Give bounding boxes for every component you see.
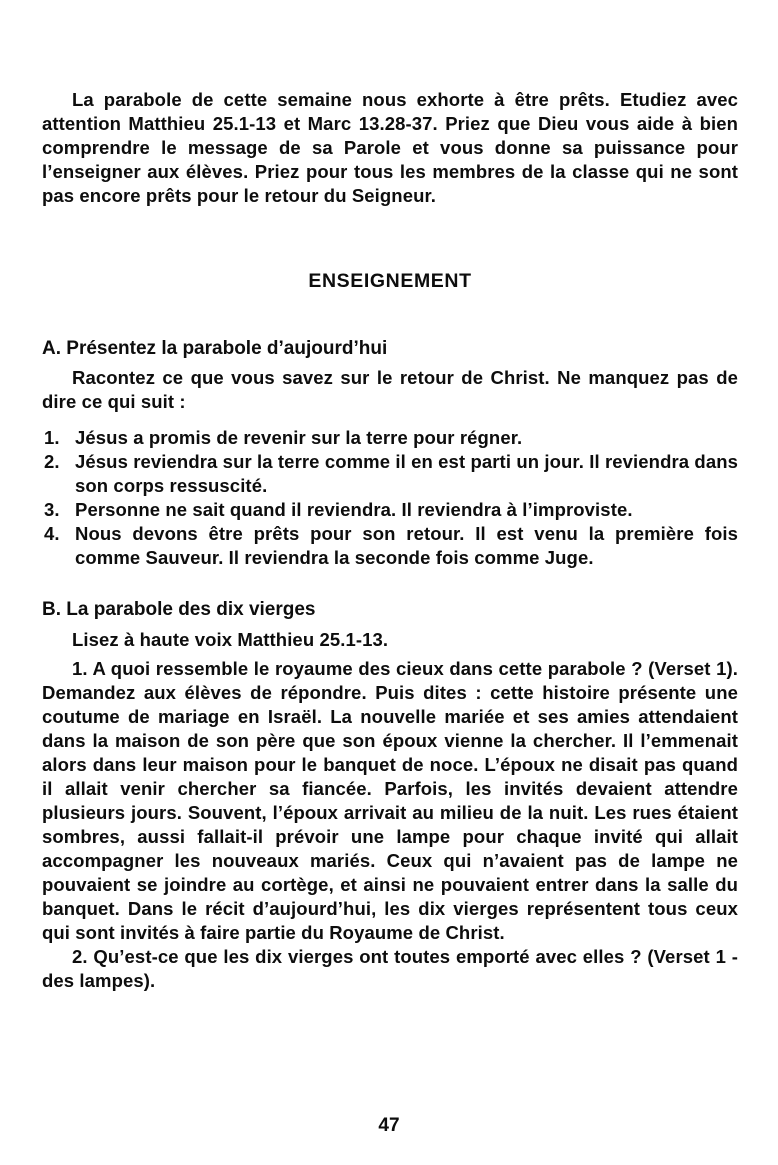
intro-paragraph: La parabole de cette semaine nous exhorte à être prêts. Etudiez avec attention Matthieu 25.1-13 et Marc 13.28-37. Priez que Dieu vous aide à bien comprendre le message de sa Parole et vous donne sa puissance pour l’enseigner aux élèves. Priez pour tous les membres de la classe qui ne sont pas encore prêts pour le retour du Seigneur. — [42, 89, 738, 206]
section-a-intro-paragraph: Racontez ce que vous savez sur le retour de Christ. Ne manquez pas de dire ce qui suit : — [42, 367, 738, 412]
section-b-question1-paragraph: 1. A quoi ressemble le royaume des cieux dans cette parabole ? (Verset 1). Demandez aux élèves de répondre. Puis dites : cette histoire présente une coutume de mariage en Israël. La nouvelle mariée et ses amies attendaient dans la maison de son père que son époux vienne la chercher. Il l’emmenait alors dans leur maison pour le banquet de noce. L’époux ne disait pas quand il allait venir chercher sa fiancée. Parfois, les invités devaient attendre plusieurs jours. Souvent, l’époux arrivait au milieu de la nuit. Les rues étaient sombres, aussi fallait-il prévoir une lampe pour chaque invité qui allait accompagner les nouveaux mariés. Ceux qui n’avaient pas de lampe ne pouvaient se joindre au cortège, et ainsi ne pouvaient entrer dans la salle du banquet. Dans le récit d’aujourd’hui, les dix vierges représentent tous ceux qui sont invités à faire partie du Royaume de Christ. — [42, 658, 738, 943]
list-item-text: Jésus a promis de revenir sur la terre pour régner. — [75, 427, 523, 448]
list-item-number: 1. — [44, 427, 60, 448]
list-item — [42, 450, 738, 498]
list-item-number: 3. — [44, 499, 60, 520]
page-content — [42, 88, 738, 993]
section-b-read-aloud-paragraph: Lisez à haute voix Matthieu 25.1-13. — [72, 629, 389, 650]
section-a-numbered-list — [42, 426, 738, 570]
list-item — [42, 426, 738, 450]
list-item — [42, 498, 738, 522]
page-number: 47 — [378, 1115, 400, 1136]
list-item-text: Nous devons être prêts pour son retour. Il est venu la première fois comme Sauveur. Il reviendra la seconde fois comme Juge. — [75, 523, 738, 568]
list-item-number: 2. — [44, 451, 60, 472]
section-b-heading: B. La parabole des dix vierges — [42, 599, 316, 620]
section-b-question2-paragraph: 2. Qu’est-ce que les dix vierges ont toutes emporté avec elles ? (Verset 1 - des lampes). — [42, 946, 738, 991]
section-a-heading: A. Présentez la parabole d’aujourd’hui — [42, 338, 388, 359]
main-heading-enseignement: ENSEIGNEMENT — [308, 270, 472, 292]
list-item-text: Jésus reviendra sur la terre comme il en est parti un jour. Il reviendra dans son corps ressuscité. — [75, 451, 738, 496]
list-item-number: 4. — [44, 523, 60, 544]
list-item-text: Personne ne sait quand il reviendra. Il reviendra à l’improviste. — [75, 499, 633, 520]
list-item — [42, 522, 738, 570]
